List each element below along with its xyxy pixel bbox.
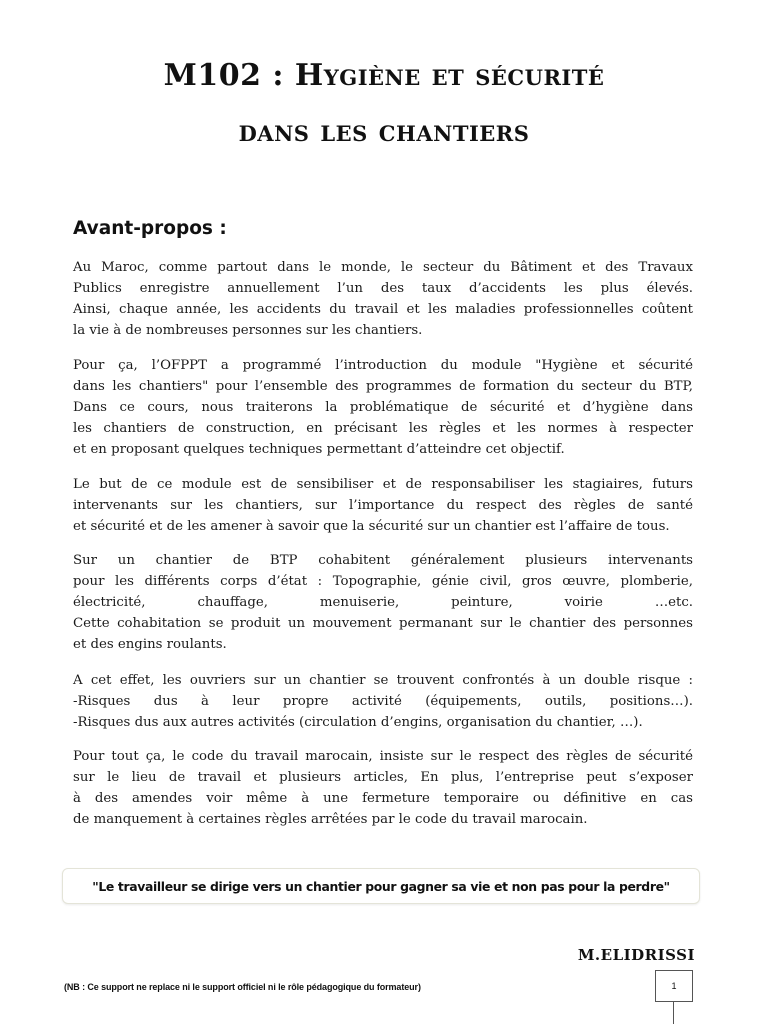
paragraph-line: Publics enregistre annuellement l’un des taux d’accidents les plus élevés.	[73, 281, 693, 296]
page-number-connector-line	[673, 1002, 674, 1024]
paragraph-line: Ainsi, chaque année, les accidents du travail et les maladies professionnelles coûtent	[73, 302, 693, 317]
paragraph-line: intervenants sur les chantiers, sur l’importance du respect des règles de santé	[73, 498, 693, 513]
paragraph-line: dans les chantiers" pour l’ensemble des programmes de formation du secteur du BTP,	[73, 379, 693, 394]
paragraph-line: et en proposant quelques techniques permettant d’atteindre cet objectif.	[73, 442, 565, 457]
paragraph-line: Pour tout ça, le code du travail marocain, insiste sur le respect des règles de sécurité	[73, 749, 693, 764]
author-signature: M.ELIDRISSI	[577, 946, 695, 964]
paragraph-trades	[73, 550, 693, 655]
paragraph-line: sur le lieu de travail et plusieurs articles, En plus, l’entreprise peut s’exposer	[73, 770, 693, 785]
paragraph-intro	[73, 257, 693, 341]
quote-text: "Le travailleur se dirige vers un chantier pour gagner sa vie et non pas pour la perdre"	[92, 878, 670, 894]
quote-box	[62, 868, 700, 904]
paragraph-goal	[73, 474, 693, 537]
page-number: 1	[671, 981, 677, 991]
document-title-line-1: M102 : Hygiène et sécurité	[163, 58, 605, 93]
paragraph-line: de manquement à certaines règles arrêtées par le code du travail marocain.	[73, 812, 588, 827]
paragraph-line: et des engins roulants.	[73, 637, 227, 652]
paragraph-line: les chantiers de construction, en précisant les règles et les normes à respecter	[73, 421, 693, 436]
paragraph-line: électricité, chauffage, menuiserie, peinture, voirie …etc.	[73, 595, 693, 610]
paragraph-line: et sécurité et de les amener à savoir que la sécurité sur un chantier est l’affaire de tous.	[73, 519, 670, 534]
paragraph-line: à des amendes voir même à une fermeture temporaire ou définitive en cas	[73, 791, 693, 806]
paragraph-line: -Risques dus aux autres activités (circulation d’engins, organisation du chantier, …).	[73, 715, 643, 730]
paragraph-line: Dans ce cours, nous traiterons la problématique de sécurité et d’hygiène dans	[73, 400, 693, 415]
paragraph-risks	[73, 670, 693, 733]
paragraph-line: A cet effet, les ouvriers sur un chantier se trouvent confrontés à un double risque :	[73, 673, 693, 688]
paragraph-line: Cette cohabitation se produit un mouvement permanant sur le chantier des personnes	[73, 616, 693, 631]
paragraph-ofppt	[73, 355, 693, 460]
page-number-box	[655, 970, 693, 1002]
paragraph-line: Sur un chantier de BTP cohabitent généralement plusieurs intervenants	[73, 553, 693, 568]
paragraph-line: Le but de ce module est de sensibiliser et de responsabiliser les stagiaires, futurs	[73, 477, 693, 492]
section-heading: Avant-propos :	[73, 218, 227, 239]
paragraph-line: Au Maroc, comme partout dans le monde, le secteur du Bâtiment et des Travaux	[73, 260, 693, 275]
paragraph-line: la vie à de nombreuses personnes sur les chantiers.	[73, 323, 423, 338]
paragraph-labour-code	[73, 746, 693, 830]
paragraph-line: Pour ça, l’OFPPT a programmé l’introduction du module "Hygiène et sécurité	[73, 358, 693, 373]
document-title-line-2: dans les chantiers	[238, 114, 530, 149]
paragraph-line: -Risques dus à leur propre activité (équipements, outils, positions…).	[73, 694, 693, 709]
footnote: (NB : Ce support ne replace ni le support officiel ni le rôle pédagogique du formateur)	[64, 982, 421, 992]
paragraph-line: pour les différents corps d’état : Topographie, génie civil, gros œuvre, plomberie,	[73, 574, 693, 589]
